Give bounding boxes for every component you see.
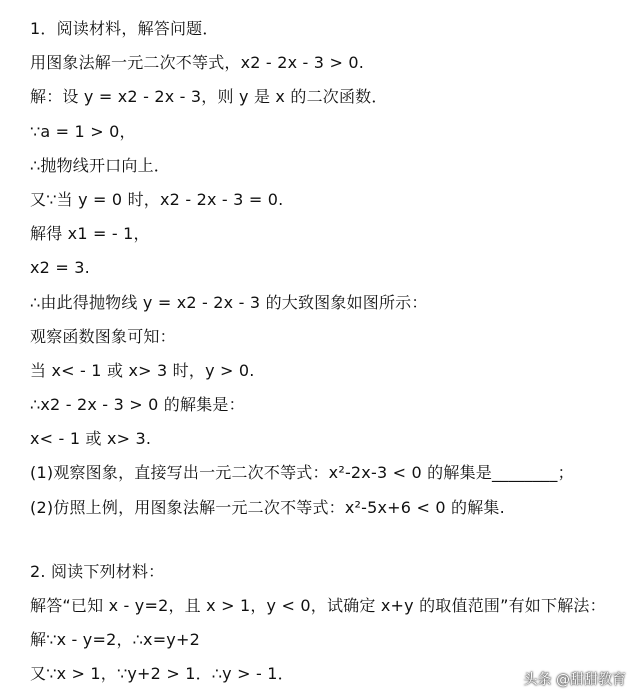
problem-1 [30,12,630,525]
text-line: 又∵当 y = 0 时，x2 - 2x - 3 = 0. [30,189,284,209]
problem-2-title: 2. 阅读下列材料： [30,561,165,581]
text-line: ∴抛物线开口向上． [30,155,170,175]
text-line: 解答“已知 x - y=2，且 x > 1，y < 0，试确定 x+y 的取值范围”有如下解法： [30,596,606,615]
question-1: (1)观察图象，直接写出一元二次不等式：x²-2x-3 < 0 的解集是________； [30,463,574,483]
question-2: (2)仿照上例，用图象法解一元二次不等式：x²-5x+6 < 0 的解集. [30,497,505,517]
text-line: ∵a = 1 > 0， [30,121,136,141]
text-line: 观察函数图象可知： [30,326,176,346]
text-line: x< - 1 或 x> 3. [30,429,152,449]
text-line: x2 = 3. [30,258,90,278]
document-body [30,12,630,692]
text-line: 用图象法解一元二次不等式，x2 - 2x - 3 > 0. [30,53,365,73]
spacer [30,525,630,555]
text-line: ∴x2 - 2x - 3 > 0 的解集是： [30,395,245,415]
text-line: 当 x< - 1 或 x> 3 时，y > 0. [30,360,255,380]
text-line: ∴由此得抛物线 y = x2 - 2x - 3 的大致图象如图所示： [30,292,428,312]
problem-1-title: 1．阅读材料，解答问题． [30,19,219,38]
text-line: 解∵x - y=2，∴x=y+2 [30,630,200,650]
text-line: 又∵x > 1，∵y+2 > 1．∴y > - 1． [30,664,294,684]
text-line: 解得 x1 = - 1， [30,224,150,244]
watermark: 头条 @甜甜教育 [523,672,626,688]
text-line: 解：设 y = x2 - 2x - 3，则 y 是 x 的二次函数． [30,87,388,107]
